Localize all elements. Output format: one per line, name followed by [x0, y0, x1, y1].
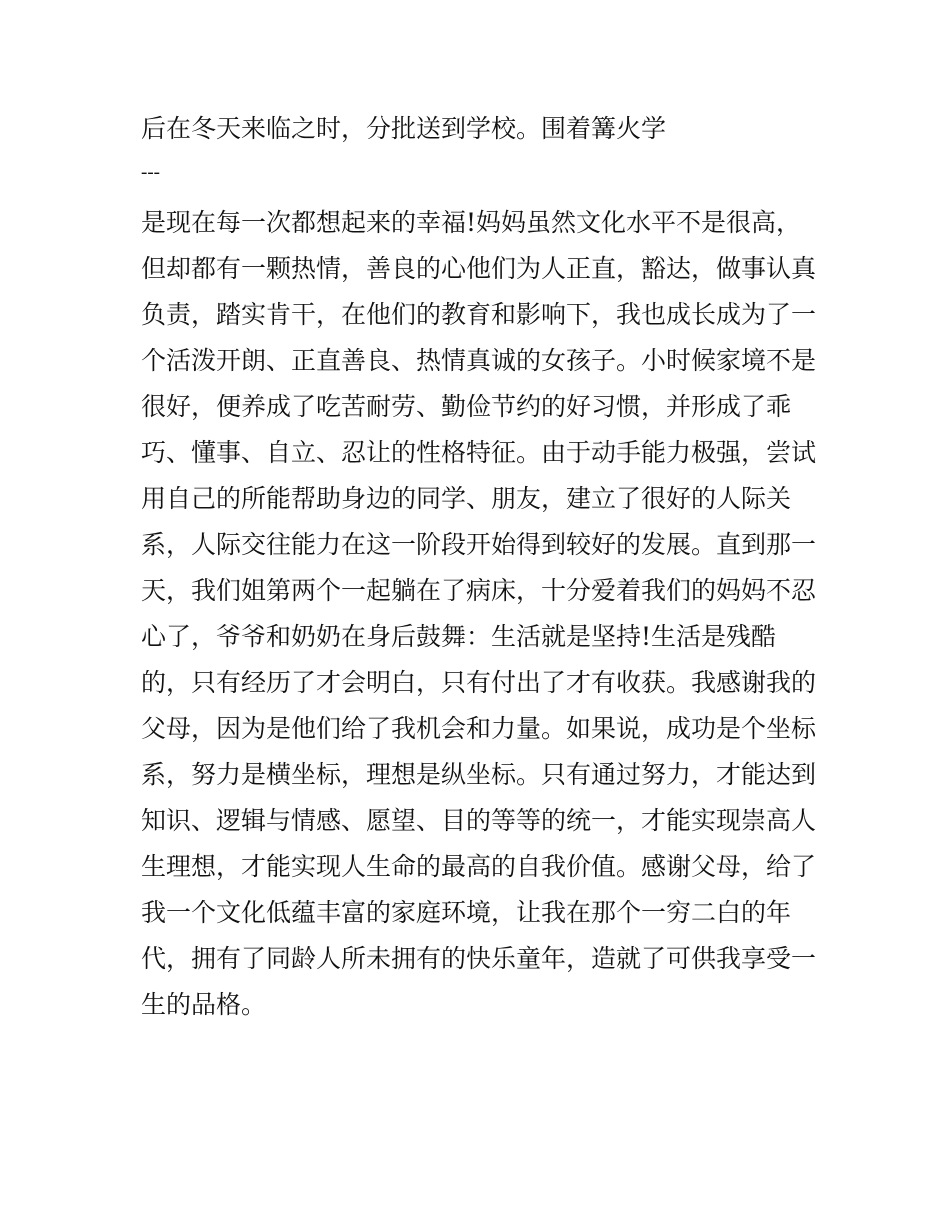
text-line: 父母，因为是他们给了我机会和力量。如果说，成功是个坐标 — [141, 714, 817, 743]
text-line: 但却都有一颗热情，善良的心他们为人正直，豁达，做事认真 — [141, 254, 817, 283]
text-line: 系，努力是横坐标，理想是纵坐标。只有通过努力，才能达到 — [141, 760, 817, 789]
text-line: 是现在每一次都想起来的幸福!妈妈虽然文化水平不是很高， — [141, 208, 802, 237]
text-line: 知识、逻辑与情感、愿望、目的等等的统一，才能实现崇高人 — [141, 806, 817, 835]
text-line: 天，我们姐第两个一起躺在了病床，十分爱着我们的妈妈不忍 — [141, 576, 817, 605]
text-line: 的，只有经历了才会明白，只有付出了才有收获。我感谢我的 — [141, 668, 817, 697]
text-line: 系，人际交往能力在这一阶段开始得到较好的发展。直到那一 — [141, 530, 817, 559]
text-line: 我一个文化低蕴丰富的家庭环境，让我在那个一穷二白的年 — [141, 898, 792, 927]
text-line: 生理想，才能实现人生命的最高的自我价值。感谢父母，给了 — [141, 852, 817, 881]
text-line: 个活泼开朗、正直善良、热情真诚的女孩子。小时候家境不是 — [141, 346, 817, 375]
text-line: 巧、懂事、自立、忍让的性格特征。由于动手能力极强，尝试 — [141, 438, 817, 467]
text-line: 很好，便养成了吃苦耐劳、勤俭节约的好习惯，并形成了乖 — [141, 392, 792, 421]
separator: --- — [141, 162, 160, 183]
text-line: 用自己的所能帮助身边的同学、朋友，建立了很好的人际关 — [141, 484, 792, 513]
body-text — [141, 200, 817, 1028]
text-line: 代，拥有了同龄人所未拥有的快乐童年，造就了可供我享受一 — [141, 944, 817, 973]
text-line: 生的品格。 — [141, 990, 267, 1019]
text-line: 负责，踏实肯干，在他们的教育和影响下，我也成长成为了一 — [141, 300, 817, 329]
text-line: 心了，爷爷和奶奶在身后鼓舞：生活就是坚持!生活是残酷 — [141, 622, 777, 651]
heading-line: 后在冬天来临之时，分批送到学校。围着篝火学 — [141, 114, 667, 143]
